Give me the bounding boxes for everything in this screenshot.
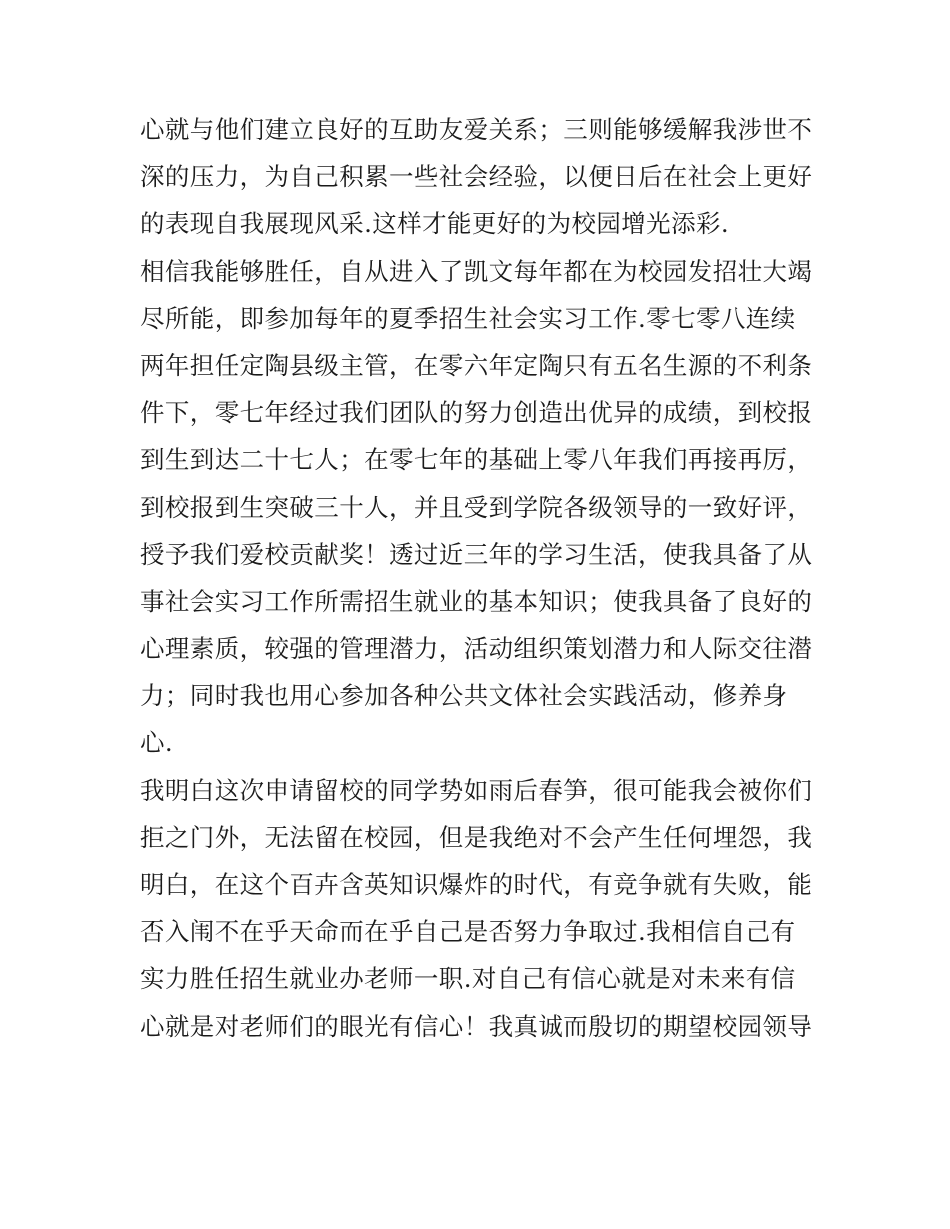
- text-line: 两年担任定陶县级主管，在零六年定陶只有五名生源的不利条: [140, 350, 813, 380]
- text-line: 相信我能够胜任，自从进入了凯文每年都在为校园发招壮大竭: [140, 256, 813, 286]
- text-line: 力；同时我也用心参加各种公共文体社会实践活动，修养身: [140, 681, 788, 711]
- text-line: 拒之门外，无法留在校园，但是我绝对不会产生任何埋怨，我: [140, 822, 813, 852]
- text-line: 否入闱不在乎天命而在乎自己是否努力争取过.我相信自己有: [140, 917, 796, 947]
- text-line: 到校报到生突破三十人，并且受到学院各级领导的一致好评，: [140, 492, 813, 522]
- text-line: 心就与他们建立良好的互助友爱关系；三则能够缓解我涉世不: [140, 115, 813, 144]
- text-line: 到生到达二十七人；在零七年的基础上零八年我们再接再厉，: [140, 445, 813, 475]
- text-line: 授予我们爱校贡献奖！透过近三年的学习生活，使我具备了从: [140, 539, 813, 569]
- text-line: 心就是对老师们的眼光有信心！我真诚而殷切的期望校园领导: [140, 1011, 813, 1041]
- text-line: 实力胜任招生就业办老师一职.对自己有信心就是对未来有信: [140, 964, 796, 994]
- text-line: 的表现自我展现风采.这样才能更好的为校园增光添彩.: [140, 209, 730, 239]
- text-line: 明白，在这个百卉含英知识爆炸的时代，有竞争就有失败，能: [140, 870, 813, 899]
- text-line: 心理素质，较强的管理潜力，活动组织策划潜力和人际交往潜: [140, 634, 813, 664]
- body-text: [140, 106, 820, 1050]
- text-line: 心.: [140, 728, 174, 758]
- text-line: 件下，零七年经过我们团队的努力创造出优异的成绩，到校报: [140, 398, 813, 428]
- text-line: 尽所能，即参加每年的夏季招生社会实习工作.零七零八连续: [140, 303, 796, 333]
- text-line: 事社会实习工作所需招生就业的基本知识；使我具备了良好的: [140, 586, 813, 616]
- text-line: 我明白这次申请留校的同学势如雨后春笋，很可能我会被你们: [140, 775, 813, 805]
- text-line: 深的压力，为自己积累一些社会经验，以便日后在社会上更好: [140, 162, 813, 192]
